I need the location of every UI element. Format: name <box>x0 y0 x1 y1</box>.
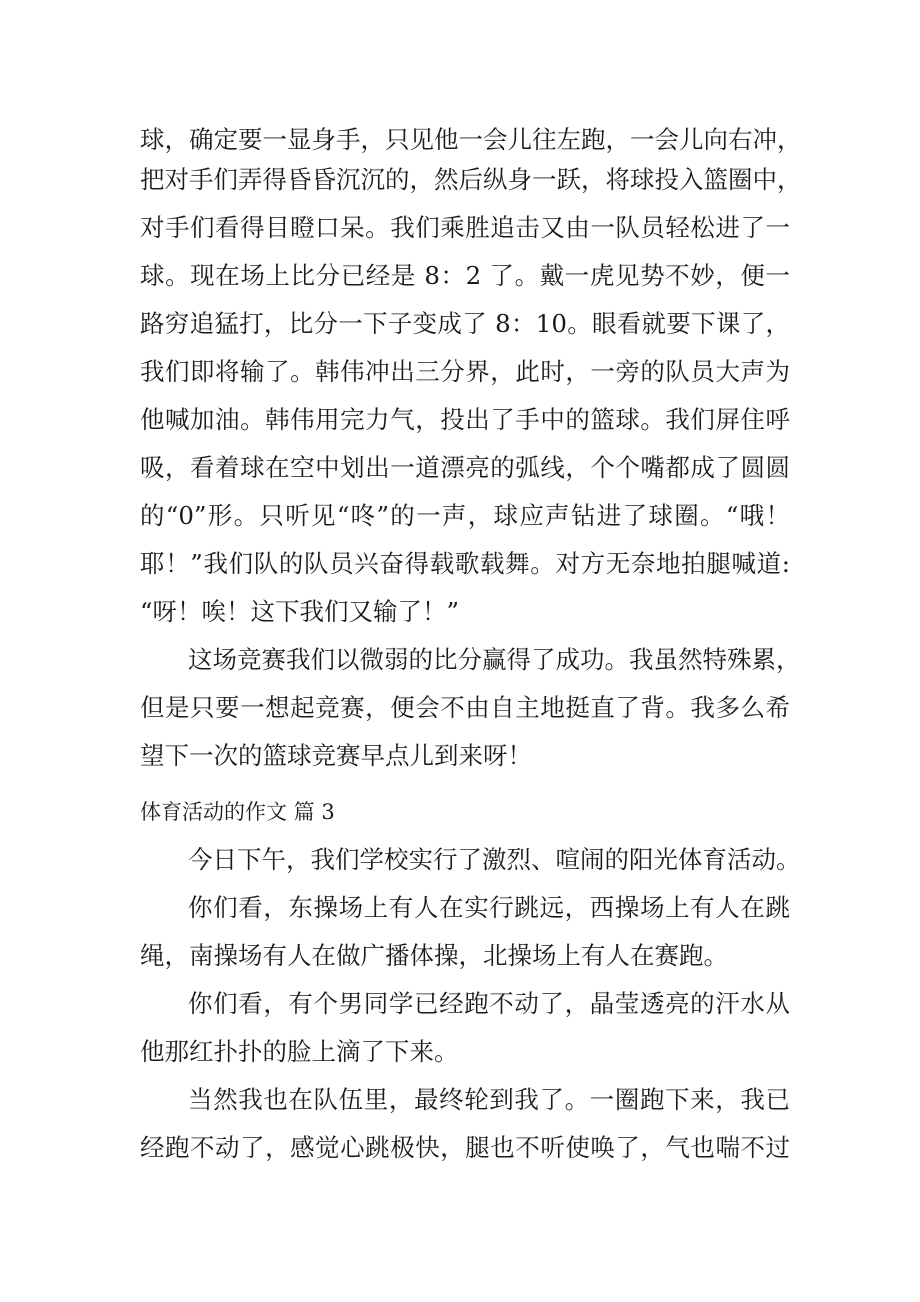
section-title: 体育活动的作文 篇 3 <box>140 800 335 824</box>
text-line: 球，确定要一显身手，只见他一会儿往左跑，一会儿向右冲， <box>140 125 802 154</box>
text-line: 对手们看得目瞪口呆。我们乘胜追击又由一队员轻松进了一 <box>140 213 790 242</box>
text-line: 吸，看着球在空中划出一道漂亮的弧线，个个嘴都成了圆圆 <box>140 453 790 482</box>
text-line: 耶！”我们队的队员兴奋得载歌载舞。对方无奈地拍腿喊道: <box>140 549 790 578</box>
text-line: 你们看，有个男同学已经跑不动了，晶莹透亮的汗水从 <box>188 989 790 1018</box>
text-line: 经跑不动了，感觉心跳极快，腿也不听使唤了，气也喘不过 <box>140 1133 790 1162</box>
text-line: 但是只要一想起竞赛，便会不由自主地挺直了背。我多么希 <box>140 693 790 722</box>
text-line: 他喊加油。韩伟用完力气，投出了手中的篮球。我们屏住呼 <box>140 405 790 434</box>
text-line: 当然我也在队伍里，最终轮到我了。一圈跑下来，我已 <box>188 1085 790 1114</box>
text-line: 把对手们弄得昏昏沉沉的，然后纵身一跃，将球投入篮圈中， <box>140 165 802 194</box>
text-line: 今日下午，我们学校实行了激烈、喧闹的阳光体育活动。 <box>188 845 801 874</box>
text-line: 的“0”形。只听见“咚”的一声，球应声钻进了球圈。“哦！ <box>140 501 790 530</box>
text-line: 这场竞赛我们以微弱的比分赢得了成功。我虽然特殊累， <box>188 645 801 674</box>
text-line: 你们看，东操场上有人在实行跳远，西操场上有人在跳 <box>188 893 790 922</box>
text-line: 绳，南操场有人在做广播体操，北操场上有人在赛跑。 <box>140 941 728 970</box>
text-line: “呀！唉！这下我们又输了！” <box>140 597 460 626</box>
text-line: 路穷追猛打，比分一下子变成了 8：10。眼看就要下课了， <box>140 309 790 338</box>
text-line: 球。现在场上比分已经是 8：2 了。戴一虎见势不妙，便一 <box>140 261 790 290</box>
text-line: 望下一次的篮球竞赛早点儿到来呀！ <box>140 741 532 770</box>
text-line: 我们即将输了。韩伟冲出三分界，此时，一旁的队员大声为 <box>140 357 790 386</box>
text-line: 他那红扑扑的脸上滴了下来。 <box>140 1037 459 1066</box>
